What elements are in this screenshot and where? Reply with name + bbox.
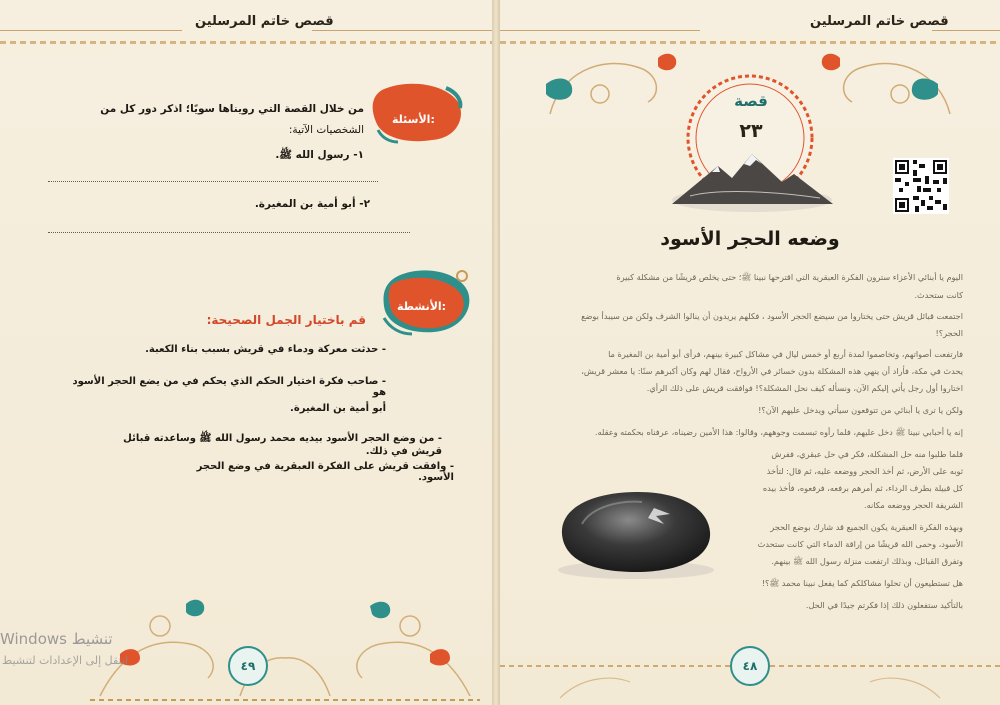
story-para-1a: اليوم يا أبنائي الأعزاء سترون الفكرة العبقرية التي اقترحها نبينا ﷺ؛ حتى يخلص قريشًا من مشكلة كبيرة [616, 272, 963, 282]
running-header-right: قصص خاتم المرسلين [810, 14, 949, 29]
story-para-2a: اجتمعت قبائل قريش حتى يختاروا من سيضع الحجر الأسود ، فكلهم يريدون أن ينالوا الشرف ولكن من سيبدأ بوضع [581, 311, 963, 321]
running-header-left: قصص خاتم المرسلين [195, 14, 334, 29]
os-activation-watermark-line2: انتقل إلى الإعدادات لتنشيط [2, 654, 128, 667]
question-item-1: ١- رسول الله ﷺ. [275, 149, 364, 161]
story-para-8: هل تستطيعون أن تحلوا مشاكلكم كما يفعل نبينا محمد ﷺ؟! [761, 578, 963, 588]
activity-item-2-cont: أبو أمية بن المغيرة. [290, 403, 386, 414]
questions-prompt-line1: من خلال القصة التي رويناها سويًا؛ اذكر دور كل من [100, 103, 364, 115]
black-stone-illustration [552, 484, 718, 580]
mountain-illustration [670, 148, 835, 214]
story-para-3b: يحدث في مكة، فأراد أن ينهي هذه المشكلة بدون خسائر في الأرواح، فقال لهم وكان أكبرهم سنًا: يا معشر قريش، [581, 366, 963, 376]
os-activation-watermark-line1: Windows تنشيط [0, 630, 113, 648]
activities-title: قم باختيار الجمل الصحيحة: [206, 313, 366, 327]
activities-badge-label: الأنشطة: [397, 300, 447, 313]
story-para-7c: وتفرق القبائل، وبذلك ارتفعت منزلة رسول الله ﷺ بينهم. [771, 556, 963, 566]
story-para-6a: فلما طلبوا منه حل المشكلة، فكر في حل عبقري، ففرش [771, 449, 963, 459]
story-para-2b: الحجر؟! [935, 328, 963, 338]
header-ornament-left [0, 41, 492, 44]
story-para-6b: ثوبه على الأرض، ثم أخذ الحجر ووضعه عليه، ثم قال: لتأخذ [766, 466, 963, 476]
story-para-7b: الأسود، وحمى الله قريشًا من إراقة الدماء التي كانت ستحدث [757, 539, 963, 549]
header-rule-right-a [500, 30, 700, 31]
question-item-2: ٢- أبو أمية بن المغيرة. [254, 198, 370, 210]
header-rule-right-b [932, 30, 1000, 31]
story-para-6c: كل قبيلة بطرف الرداء، ثم أمرهم برفعه، فرفعوه، فأخذ بيده [762, 483, 963, 493]
story-para-7a: وبهذه الفكرة العبقرية يكون الجميع قد شارك بوضع الحجر [770, 522, 963, 532]
header-rule-left-b [312, 30, 492, 31]
story-label: قصة [734, 92, 768, 110]
story-title: وضعه الحجر الأسود [660, 228, 840, 250]
story-para-9: بالتأكيد ستفعلون ذلك إذا فكرتم جيدًا في الحل. [805, 600, 963, 610]
questions-badge-label: الأسئلة: [392, 113, 435, 126]
floral-ornament-bottom-left [90, 596, 480, 705]
answer-line-2[interactable] [48, 232, 410, 233]
story-para-3c: اختاروا أول رجل يأتي إليكم الآن، ونسأله كيف نحل المشكلة؟! فوافقت قريش على ذلك الرأي. [646, 383, 963, 393]
story-number: ٢٣ [739, 120, 763, 142]
story-para-6d: الشريفة الحجر ووضعه مكانه. [864, 500, 963, 510]
page-48 [500, 0, 1000, 705]
story-para-5: إنه يا أحبابي نبينا ﷺ دخل عليهم، فلما رأوه تبسمت وجوههم، وقالوا: هذا الأمين رضيناه، عرفناه بحكمته وعقله. [594, 427, 963, 437]
questions-prompt-line2: الشخصيات الآتية: [288, 124, 364, 136]
story-para-3a: فارتفعت أصواتهم، وتخاصموا لمدة أربع أو خمس ليال في مشاكل كبيرة بينهم، فرأى أبو أمية بن المغيرة ما [608, 349, 963, 359]
activity-item-2: - صاحب فكرة اختيار الحكم الذي يحكم في من يضع الحجر الأسود هو [72, 376, 386, 398]
answer-line-1[interactable] [48, 181, 378, 182]
activity-item-4: - وافقت قريش على الفكرة العبقرية في وضع الحجر الأسود. [196, 461, 454, 483]
header-rule-left-a [0, 30, 182, 31]
activity-item-1: - حدثت معركة ودماء في قريش بسبب بناء الكعبة. [145, 344, 386, 355]
qr-code[interactable] [893, 158, 949, 214]
book-gutter [492, 0, 500, 705]
page-number-left: ٤٩ [228, 646, 268, 686]
story-para-1b: كانت ستحدث. [914, 290, 963, 300]
story-para-4: ولكن يا ترى يا أبنائي من تتوقعون سيأتي ويدخل عليهم الآن؟! [758, 405, 963, 415]
page-number-right: ٤٨ [730, 646, 770, 686]
page-49 [0, 0, 493, 705]
activity-item-3: - من وضع الحجر الأسود بيديه محمد رسول الله ﷺ وساعدته قبائل قريش في ذلك. [123, 433, 442, 457]
